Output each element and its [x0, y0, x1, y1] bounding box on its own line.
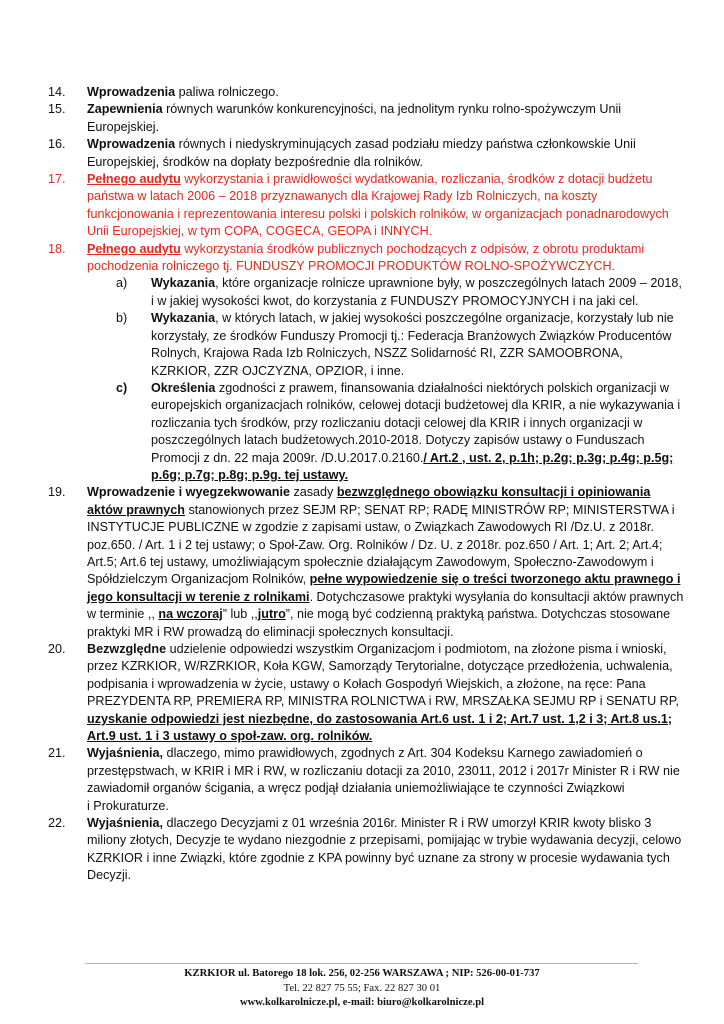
list-item-18 — [48, 241, 684, 276]
list-item-22 — [48, 815, 684, 885]
item-number: 21. — [48, 746, 66, 761]
list-item-16 — [48, 136, 684, 171]
footer-address: KZRKIOR ul. Batorego 18 lok. 256, 02-256 WARSZAWA ; NIP: 526-00-01-737 — [184, 968, 540, 979]
item-number: 14. — [48, 85, 66, 99]
item-text: stanowionych przez SEJM RP; SENAT RP; RADĘ MINISTRÓW RP; MINISTERSTWA i INSTYTUCJE PUBLICZNE w zgodzie z zapisami ustaw, o Związkach Zawodowych RI /Dz.U. z 2018r. poz.650. / Art. 1 i 2 tej ustawy; o Społ-Zaw. Org. Rolników / Dz. U. z 2018r. poz.650 / Art. 1; Art. 2; Art.4; Art.5; Art.6 tej ustawy, umożliwiającym społecznie działającym Zawodowym, Społeczno-Zawodowym i Spółdzielczym Organizacjom Rolników, — [87, 502, 675, 587]
list-item-14 — [48, 84, 684, 101]
list-item-21 — [48, 745, 684, 815]
footer-web: www.kolkarolnicze.pl, e-mail: biuro@kolkarolnicze.pl — [239, 997, 485, 1008]
item-number: 16. — [48, 137, 66, 152]
list-item-20 — [48, 641, 684, 745]
item-emphasis: pełne wypowiedzenie się o treści tworzonego aktu prawnego i jego konsultacji w terenie z rolnikami — [87, 572, 681, 604]
sub-item-lead: Wykazania — [151, 311, 216, 326]
list-item-17 — [48, 171, 684, 241]
item-text: dlaczego Decyzjami z 01 września 2016r. Minister R i RW umorzył KRIR kwoty blisko 3 miliony złotych, Decyzje te wydano niezgodnie z przepisami, pomijając w trybie wydawania decyzji, celowo KZRKIOR i inne Związki, które zgodnie z KPA powinny być uznane za strony w procesie wydawania tych Decyzji. — [87, 816, 682, 883]
item-emphasis: bezwzględnego obowiązku konsultacji i opiniowania aktów prawnych — [87, 485, 651, 517]
item-lead: Zapewnienia — [87, 102, 163, 117]
sub-item-a — [84, 275, 684, 310]
item-text: zasady — [289, 485, 337, 500]
sub-item-b — [84, 310, 684, 380]
item-number: 19. — [48, 485, 66, 500]
item-lead: Wprowadzenia — [87, 137, 176, 152]
item-lead: Wyjaśnienia, — [87, 816, 164, 831]
list-item-15 — [48, 101, 684, 136]
item-text: równych warunków konkurencyjności, na jednolitym rynku rolno-spożywczym Unii Europejskiej. — [87, 102, 622, 134]
item-lead: Pełnego audytu — [87, 172, 181, 187]
sub-item-text: zgodności z prawem, finansowania działalności niektórych polskich organizacji w europejskich organizacjach rolników, celowej dotacji budżetowej dla KRIR, a nie wykazywania i rozliczania tych środków, przy rozliczaniu dotacji celowej dla KRIR i innych organizacji w poszczególnych latach budżetowych.2010-2018. Dotyczy zapisów ustawy o Funduszach Promocji z dn. 22 maja 2009r. /D.U.2017.0.2160. — [151, 380, 681, 465]
numbered-list — [48, 84, 684, 885]
item-text: . Dotychczasowe praktyki wysyłania do konsultacji aktów prawnych w terminie ,, — [87, 589, 684, 622]
item-text: udzielenie odpowiedzi wszystkim Organizacjom i podmiotom, na złożone pisma i wnioski, przez KZRKIOR, W/RZRKIOR, Koła KGW, Samorządy Terytorialne, dotyczące przedłożenia, uchwalenia, podpisania i wprowadzenia w życie, ustawy o Kołach Gospodyń Wiejskich, a złożone, na ręce: Pana PREZYDENTA RP, PREMIERA RP, MINISTRA ROLNICTWA i RW, MRSZAŁKA SEJMU RP i SENATU RP, — [87, 642, 680, 709]
item-number: 17. — [48, 172, 66, 187]
item-text: równych i niedyskryminujących zasad podziału miedzy państwa członkowskie Unii Europejskiej, środków na dopłaty bezpośrednie dla rolników. — [87, 137, 636, 169]
sub-item-lead: Określenia — [151, 380, 216, 395]
item-emphasis: jutro — [257, 607, 286, 622]
item-text: ” lub ,, — [222, 607, 258, 622]
item-lead: Pełnego audytu — [87, 241, 181, 256]
footer-phone: Tel. 22 827 75 55; Fax. 22 827 30 01 — [283, 982, 441, 994]
item-lead: Wprowadzenie i wyegzekwowanie — [87, 485, 290, 500]
sub-item-lead: Wykazania — [151, 276, 216, 291]
sub-item-letter: a) — [116, 276, 128, 291]
item-emphasis: na wczoraj — [158, 607, 223, 622]
page-footer — [0, 967, 724, 1011]
sub-item-text: , w których latach, w jakiej wysokości poszczególne organizacje, korzystały lub nie korzystały, ze środków Funduszy Promocji tj.: Federacja Branżowych Związków Producentów Rolnych, Krajowa Rada Izb Rolniczych, NSZZ Solidarność RI, ZZR SAMOOBRONA, KZRKIOR, ZZR OJCZYZNA, OPZIOR, i inne. — [151, 311, 674, 378]
item-number: 22. — [48, 816, 66, 831]
sub-item-letter: b) — [116, 311, 128, 326]
item-number: 15. — [48, 102, 66, 117]
item-text: wykorzystania i prawidłowości wydatkowania, rozliczania, środków z dotacji budżetu państwa w latach 2006 – 2018 przyznawanych dla Krajowej Rady Izb Rolniczych, na koszty funkcjonowania i reprezentowania interesu polski i polskich rolników, w organizacjach ponadnarodowych Unii Europejskiej, w tym COPA, COGECA, GEOPA i INNYCH. — [87, 172, 669, 239]
sub-item-c — [84, 380, 684, 484]
item-text: wykorzystania środków publicznych pochodzących z odpisów, z obrotu produktami pochodzenia rolniczego tj. FUNDUSZY PROMOCJI PRODUKTÓW ROLNO-SPOŻYWCZYCH. — [87, 241, 645, 274]
item-number: 20. — [48, 642, 66, 656]
item-lead: Wprowadzenia — [87, 85, 176, 99]
footer-divider — [85, 963, 638, 964]
item-text: ”, nie mogą być codzienną praktyką państwa. Dotychczas stosowane praktyki MR i RW prowadzą do eliminacji społecznych konsultacji. — [87, 607, 671, 639]
list-item-19 — [48, 484, 684, 641]
item-lead: Wyjaśnienia, — [87, 746, 164, 761]
sub-item-citation: / Art.2 , ust. 2, p.1h; p.2g; p.3g; p.4g; p.5g; p.6g; p.7g; p.8g; p.9g. tej ustawy. — [151, 450, 674, 482]
item-number: 18. — [48, 241, 66, 256]
item-text: paliwa rolniczego. — [175, 85, 279, 99]
item-emphasis: uzyskanie odpowiedzi jest niezbędne, do zastosowania Art.6 ust. 1 i 2; Art.7 ust. 1,2 i 3; Art.8 us.1; Art.9 ust. 1 i 3 ustawy o społ-zaw. org. rolników. — [87, 711, 673, 744]
item-text: dlaczego, mimo prawidłowych, zgodnych z Art. 304 Kodeksu Karnego zawiadomień o przestępstwach, w KRIR i MR i RW, w rozliczaniu dotacji za 2010, 23011, 2012 i 2017r Minister R i RW nie zawiadomił organów ścigania, a wręcz podjął działania uniemożliwiające te czynności Związkowi — [87, 746, 680, 796]
sub-item-text: , które organizacje rolnicze uprawnione były, w poszczególnych latach 2009 – 2018, i w jakiej wysokości kwot, do korzystania z FUNDUSZY PROMOCYJNYCH i na jaki cel. — [151, 276, 682, 308]
item-text: i Prokuraturze. — [87, 798, 169, 813]
item-lead: Bezwzględne — [87, 642, 167, 656]
sub-item-letter: c) — [116, 380, 128, 395]
